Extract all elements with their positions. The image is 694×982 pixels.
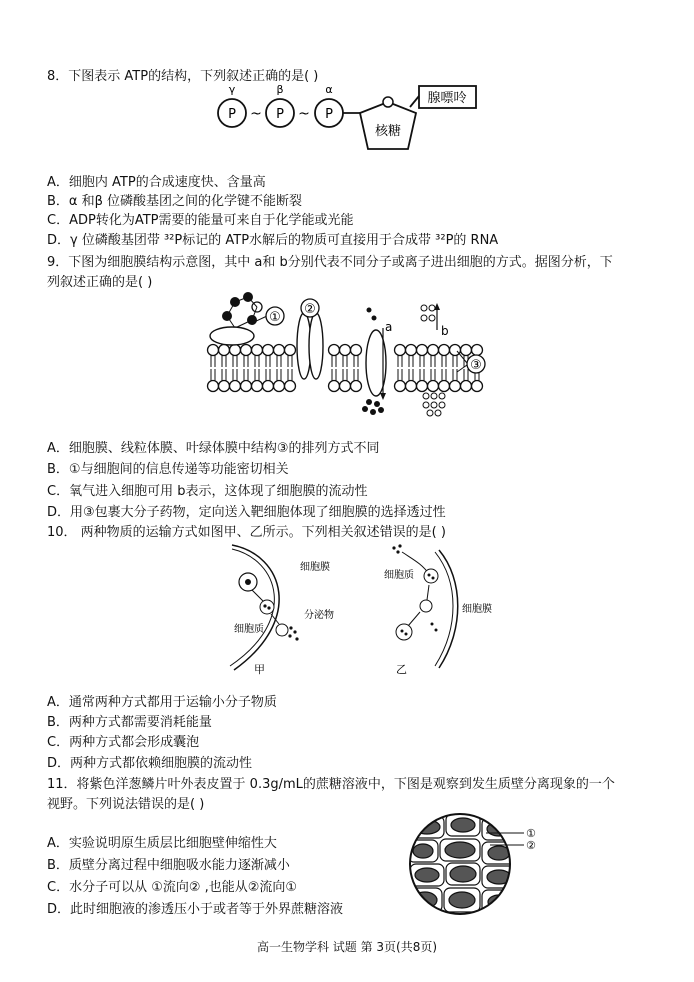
high-energy-bond-2: ~ bbox=[298, 106, 310, 122]
q8-option-a: A．细胞内 ATP的合成速度快、含量高 bbox=[47, 175, 266, 190]
q11-option-c: C．水分子可以从 ①流向② ,也能从②流向① bbox=[47, 880, 298, 895]
label-1: ① bbox=[269, 310, 281, 325]
q10-option-b: B．两种方式都需要消耗能量 bbox=[47, 715, 212, 730]
q11-stem-line1: 11．将紫色洋葱鳞片叶外表皮置于 0.3g/mL的蔗糖溶液中，下图是观察到发生质壁分离现象的一个 bbox=[47, 777, 615, 792]
yi-membrane-label: 细胞膜 bbox=[462, 604, 492, 615]
figure-yi bbox=[384, 544, 492, 676]
q9-stem-line2: 列叙述正确的是( ) bbox=[47, 275, 153, 290]
plasmolysis-figure bbox=[408, 812, 558, 926]
q9-stem-line1: 9．下图为细胞膜结构示意图，其中 a和 b分别代表不同分子或离子进出细胞的方式。据图分析，下 bbox=[47, 255, 613, 270]
q8-option-d: D．γ 位磷酸基团带 ³²P标记的 ATP水解后的物质可直接用于合成带 ³²P的 RNA bbox=[47, 233, 499, 248]
label-1: ① bbox=[526, 827, 536, 840]
molecules-b-outside bbox=[421, 305, 435, 321]
label-b: b bbox=[441, 324, 449, 338]
q11-option-d: D．此时细胞液的渗透压小于或者等于外界蔗糖溶液 bbox=[47, 902, 344, 917]
molecules-a-inside bbox=[362, 399, 384, 415]
jia-cytoplasm-label: 细胞质 bbox=[234, 624, 264, 635]
q11-option-a: A．实验说明原生质层比细胞壁伸缩性大 bbox=[47, 836, 277, 851]
page-footer: 高一生物学科 试题 第 3页(共8页) bbox=[256, 940, 438, 954]
label-2: ② bbox=[304, 302, 316, 317]
jia-label: 甲 bbox=[254, 663, 265, 676]
molecules-b-inside bbox=[423, 393, 445, 416]
q9-option-b: B．①与细胞间的信息传递等功能密切相关 bbox=[47, 462, 289, 477]
cell-membrane-figure bbox=[205, 288, 495, 427]
jia-membrane-label: 细胞膜 bbox=[300, 562, 330, 573]
alpha-label: α bbox=[325, 83, 333, 96]
q9-option-c: C．氧气进入细胞可用 b表示，这体现了细胞膜的流动性 bbox=[47, 484, 368, 499]
adenine-label: 腺嘌呤 bbox=[427, 91, 467, 106]
q10-option-a: A．通常两种方式都用于运输小分子物质 bbox=[47, 695, 277, 710]
svg-text:P: P bbox=[228, 107, 236, 122]
label-2: ② bbox=[526, 839, 536, 852]
beta-label: β bbox=[276, 83, 284, 96]
q11-option-b: B．质壁分离过程中细胞吸水能力逐渐减小 bbox=[47, 858, 290, 873]
q10-option-d: D．两种方式都依赖细胞膜的流动性 bbox=[47, 756, 253, 771]
q9-option-d: D．用③包裹大分子药物，定向送入靶细胞体现了细胞膜的选择透过性 bbox=[47, 505, 446, 520]
ribose-label: 核糖 bbox=[374, 124, 402, 139]
label-3: ③ bbox=[470, 358, 482, 373]
gamma-label: γ bbox=[228, 83, 236, 96]
jia-secretion-label: 分泌物 bbox=[304, 610, 334, 621]
q8-option-b: B．α 和β 位磷酸基团之间的化学键不能断裂 bbox=[47, 194, 303, 209]
channel-protein-right bbox=[309, 313, 323, 379]
q10-stem: 10． 两种物质的运输方式如图甲、乙所示。下列相关叙述错误的是( ) bbox=[47, 525, 446, 540]
svg-text:P: P bbox=[325, 107, 333, 122]
glycoprotein-1 bbox=[210, 292, 262, 345]
q11-stem-line2: 视野。下列说法错误的是( ) bbox=[47, 797, 205, 812]
high-energy-bond-1: ~ bbox=[250, 106, 262, 122]
atp-structure-figure bbox=[205, 82, 505, 166]
q9-option-a: A．细胞膜、线粒体膜、叶绿体膜中结构③的排列方式不同 bbox=[47, 441, 380, 456]
figure-jia bbox=[230, 545, 334, 676]
phospholipid-bilayer bbox=[208, 345, 483, 392]
q8-stem: 8．下图表示 ATP的结构，下列叙述正确的是( ) bbox=[47, 69, 319, 84]
svg-text:P: P bbox=[276, 107, 284, 122]
q10-option-c: C．两种方式都会形成囊泡 bbox=[47, 735, 200, 750]
yi-label: 乙 bbox=[396, 663, 407, 676]
label-a: a bbox=[385, 320, 393, 334]
transport-figure bbox=[224, 540, 492, 684]
q8-option-c: C．ADP转化为ATP需要的能量可来自于化学能或光能 bbox=[47, 213, 354, 228]
yi-cytoplasm-label: 细胞质 bbox=[384, 570, 414, 581]
